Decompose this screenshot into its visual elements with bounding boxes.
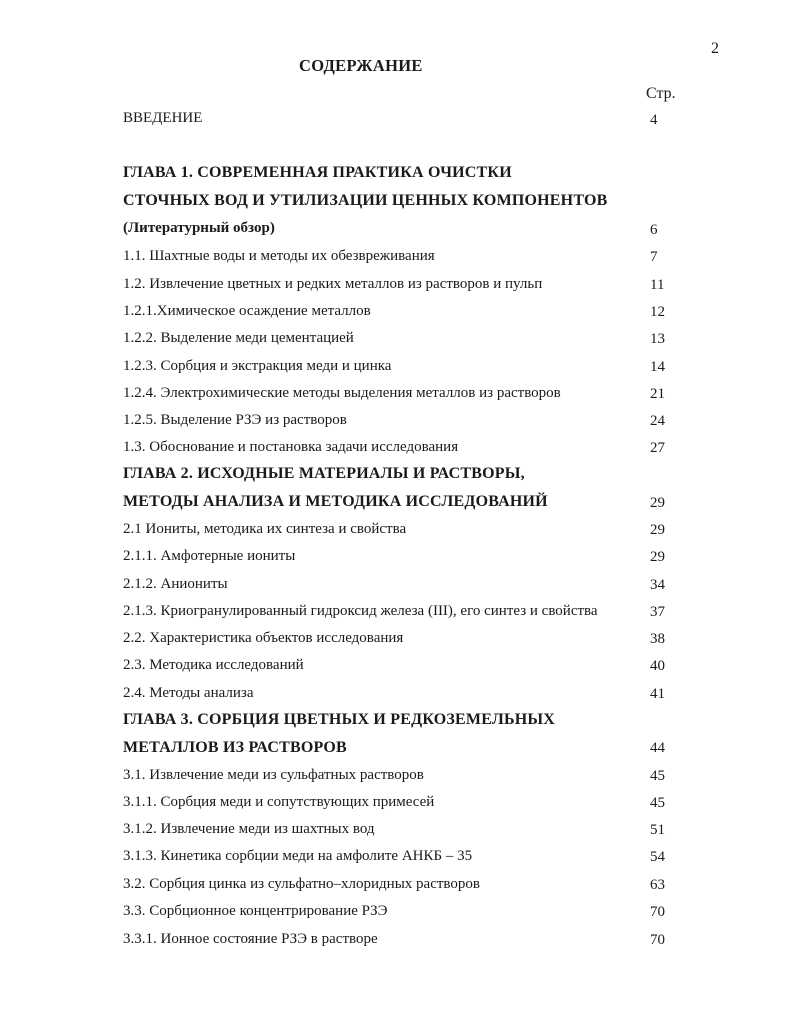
toc-entry: 3.2. Сорбция цинка из сульфатно–хлоридных растворов (123, 876, 480, 892)
toc-chapter-2-heading: ГЛАВА 2. ИСХОДНЫЕ МАТЕРИАЛЫ И РАСТВОРЫ, (123, 465, 525, 482)
toc-page: 34 (650, 577, 665, 593)
toc-entry: 3.3. Сорбционное концентрирование РЗЭ (123, 903, 388, 919)
toc-page: 29 (650, 522, 665, 538)
toc-entry: 3.1.1. Сорбция меди и сопутствующих примесей (123, 794, 435, 810)
toc-chapter-1-heading: ГЛАВА 1. СОВРЕМЕННАЯ ПРАКТИКА ОЧИСТКИ (123, 164, 512, 181)
toc-entry: 3.1.2. Извлечение меди из шахтных вод (123, 821, 375, 837)
toc-entry: 1.2.2. Выделение меди цементацией (123, 330, 354, 346)
toc-entry: 2.1.3. Криогранулированный гидроксид железа (III), его синтез и свойства (123, 603, 598, 619)
toc-page: 45 (650, 768, 665, 784)
toc-entry: 3.1.3. Кинетика сорбции меди на амфолите АНКБ – 35 (123, 848, 473, 864)
toc-entry-introduction: ВВЕДЕНИЕ (123, 110, 203, 126)
toc-page: 54 (650, 849, 665, 865)
toc-page-introduction: 4 (650, 112, 658, 128)
toc-chapter-3-heading-cont: МЕТАЛЛОВ ИЗ РАСТВОРОВ (123, 739, 347, 756)
toc-page: 11 (650, 277, 665, 293)
toc-page: 24 (650, 413, 665, 429)
toc-chapter-3-heading: ГЛАВА 3. СОРБЦИЯ ЦВЕТНЫХ И РЕДКОЗЕМЕЛЬНЫХ (123, 711, 556, 728)
toc-entry: 1.2.3. Сорбция и экстракция меди и цинка (123, 358, 392, 374)
toc-page: 29 (650, 549, 665, 565)
toc-page: 40 (650, 658, 665, 674)
toc-chapter-1-subtitle: (Литературный обзор) (123, 220, 275, 236)
toc-page: 45 (650, 795, 665, 811)
toc-page: 38 (650, 631, 665, 647)
toc-page: 27 (650, 440, 665, 456)
page-column-label: Стр. (646, 85, 676, 102)
toc-page: 70 (650, 932, 665, 948)
toc-entry: 2.1.2. Аниониты (123, 576, 228, 592)
toc-page-chapter-3: 44 (650, 740, 665, 756)
page-number: 2 (711, 40, 719, 57)
toc-page: 21 (650, 386, 665, 402)
toc-entry: 1.1. Шахтные воды и методы их обезвреживания (123, 248, 435, 264)
toc-entry: 3.3.1. Ионное состояние РЗЭ в растворе (123, 931, 378, 947)
toc-entry: 1.2.4. Электрохимические методы выделения металлов из растворов (123, 385, 561, 401)
toc-page: 14 (650, 359, 665, 375)
toc-page-chapter-2: 29 (650, 495, 665, 511)
toc-page: 51 (650, 822, 665, 838)
toc-entry: 1.3. Обоснование и постановка задачи исследования (123, 439, 459, 455)
toc-entry: 2.1 Иониты, методика их синтеза и свойства (123, 521, 407, 537)
toc-page: 13 (650, 331, 665, 347)
toc-entry: 3.1. Извлечение меди из сульфатных растворов (123, 767, 424, 783)
page-title: СОДЕРЖАНИЕ (299, 56, 423, 75)
toc-page: 37 (650, 604, 665, 620)
toc-entry: 1.2. Извлечение цветных и редких металлов из растворов и пульп (123, 276, 543, 292)
toc-page: 7 (650, 249, 658, 265)
toc-entry: 1.2.5. Выделение РЗЭ из растворов (123, 412, 347, 428)
toc-page: 63 (650, 877, 665, 893)
toc-chapter-1-heading-cont: СТОЧНЫХ ВОД И УТИЛИЗАЦИИ ЦЕННЫХ КОМПОНЕНТОВ (123, 192, 608, 209)
toc-entry: 2.1.1. Амфотерные иониты (123, 548, 296, 564)
toc-page: 12 (650, 304, 665, 320)
toc-entry: 2.3. Методика исследований (123, 657, 304, 673)
toc-page: 41 (650, 686, 665, 702)
toc-page: 70 (650, 904, 665, 920)
toc-chapter-2-heading-cont: МЕТОДЫ АНАЛИЗА И МЕТОДИКА ИССЛЕДОВАНИЙ (123, 493, 548, 510)
toc-page-chapter-1: 6 (650, 222, 658, 238)
toc-entry: 2.2. Характеристика объектов исследования (123, 630, 404, 646)
toc-entry: 2.4. Методы анализа (123, 685, 254, 701)
toc-entry: 1.2.1.Химическое осаждение металлов (123, 303, 371, 319)
